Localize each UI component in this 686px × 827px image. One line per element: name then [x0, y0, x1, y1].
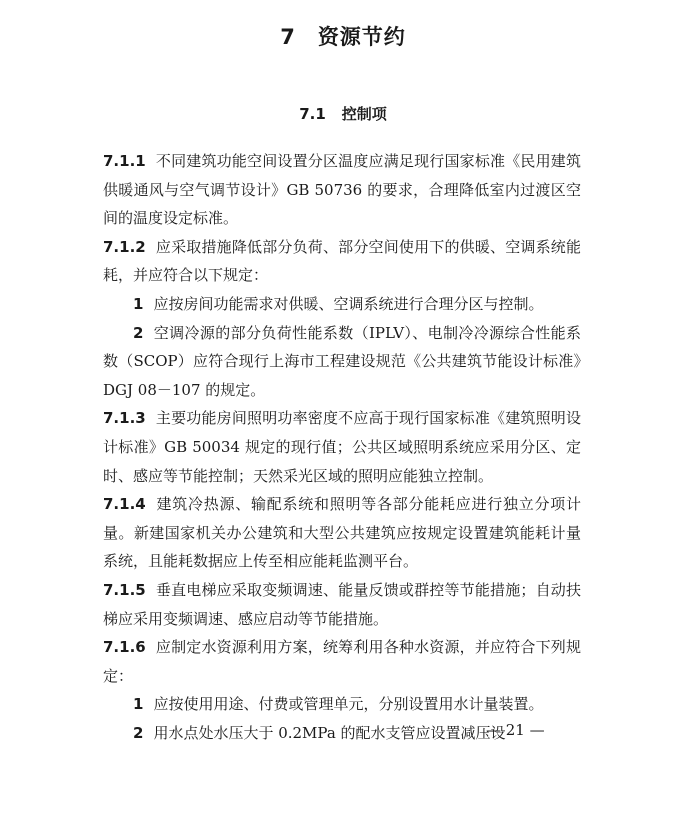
clause-number: 7.1.3	[103, 409, 146, 428]
item-text: 空调冷源的部分负荷性能系数（IPLV）、电制冷冷源综合性能系数（SCOP）应符合现行上海市工程建设规范《公共建筑节能设计标准》DGJ 08－107 的规定。	[103, 323, 581, 399]
clause-number: 7.1.1	[103, 152, 146, 170]
clause-7-1-1	[103, 147, 581, 233]
item-number: 2	[133, 323, 144, 342]
clause-number: 7.1.2	[103, 237, 146, 256]
section-title-text: 控制项	[341, 105, 387, 123]
item-number: 2	[133, 723, 144, 742]
clause-text: 主要功能房间照明功率密度不应高于现行国家标准《建筑照明设计标准》GB 50034 规定的现行值；公共区域照明系统应采用分区、定时、感应等节能控制；天然采光区域的照明应能独立控制。	[103, 409, 581, 485]
clause-text: 应制定水资源利用方案，统筹利用各种水资源，并应符合下列规定：	[103, 638, 581, 685]
clause-number: 7.1.6	[103, 638, 146, 657]
clause-text: 垂直电梯应采取变频调速、能量反馈或群控等节能措施；自动扶梯应采用变频调速、感应启动等节能措施。	[103, 580, 581, 628]
clause-7-1-6-item-1	[103, 690, 581, 719]
chapter-title	[0, 22, 686, 52]
clause-text: 建筑冷热源、输配系统和照明等各部分能耗应进行独立分项计量。新建国家机关办公建筑和大型公共建筑应按规定设置建筑能耗计量系统，且能耗数据应上传至相应能耗监测平台。	[103, 495, 581, 571]
clause-7-1-3	[103, 404, 581, 490]
clause-text: 不同建筑功能空间设置分区温度应满足现行国家标准《民用建筑供暖通风与空气调节设计》GB 50736 的要求，合理降低室内过渡区空间的温度设定标准。	[103, 152, 581, 228]
item-text: 用水点处水压大于 0.2MPa 的配水支管应设置减压设	[153, 723, 506, 742]
clause-7-1-2	[103, 233, 581, 290]
clause-number: 7.1.5	[103, 580, 146, 599]
item-text: 应按房间功能需求对供暖、空调系统进行合理分区与控制。	[153, 294, 544, 313]
clause-7-1-5	[103, 576, 581, 633]
chapter-title-text: 资源节约	[317, 25, 406, 49]
chapter-number: 7	[280, 25, 296, 49]
clause-number: 7.1.4	[103, 495, 146, 514]
clause-7-1-2-item-2	[103, 319, 581, 405]
item-number: 1	[133, 294, 144, 313]
clause-7-1-2-item-1	[103, 290, 581, 319]
page-number: — 21 —	[486, 721, 545, 739]
item-text: 应按使用用途、付费或管理单元，分别设置用水计量装置。	[153, 695, 544, 714]
clause-7-1-4	[103, 490, 581, 576]
content-body	[103, 147, 581, 747]
clause-7-1-6	[103, 633, 581, 690]
section-title	[0, 103, 686, 125]
clause-text: 应采取措施降低部分负荷、部分空间使用下的供暖、空调系统能耗，并应符合以下规定：	[103, 237, 581, 285]
section-number: 7.1	[299, 105, 326, 123]
item-number: 1	[133, 695, 144, 714]
